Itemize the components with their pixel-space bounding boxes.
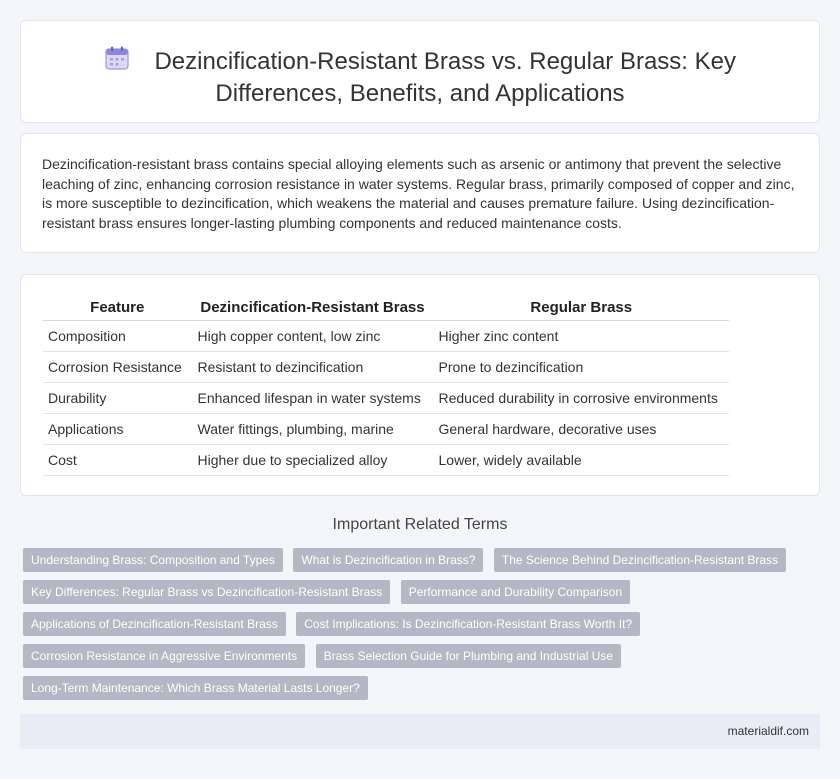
table-cell: Higher zinc content — [433, 320, 729, 351]
calendar-icon — [104, 45, 130, 71]
table-cell: Lower, widely available — [433, 444, 729, 475]
table-header-row — [43, 297, 729, 320]
title-wrap — [41, 45, 799, 110]
tag-row — [23, 548, 803, 580]
table-row — [43, 351, 729, 382]
table-cell: Higher due to specialized alloy — [192, 444, 433, 475]
related-term-tag[interactable]: The Science Behind Dezincification-Resistant Brass — [494, 548, 786, 572]
related-term-tag[interactable]: Cost Implications: Is Dezincification-Resistant Brass Worth It? — [296, 612, 640, 636]
table-cell: Enhanced lifespan in water systems — [192, 382, 433, 413]
table-cell: Reduced durability in corrosive environments — [433, 382, 729, 413]
related-term-tag[interactable]: What is Dezincification in Brass? — [293, 548, 483, 572]
tag-row — [23, 612, 803, 644]
column-header-dezincification-resistant: Dezincification-Resistant Brass — [192, 297, 433, 320]
related-term-tag[interactable]: Key Differences: Regular Brass vs Dezincification-Resistant Brass — [23, 580, 390, 604]
footer-site-link[interactable]: materialdif.com — [727, 724, 809, 738]
table-cell: General hardware, decorative uses — [433, 413, 729, 444]
table-row — [43, 444, 729, 475]
column-header-regular: Regular Brass — [433, 297, 729, 320]
table-cell: Cost — [43, 444, 192, 475]
page-title: Dezincification-Resistant Brass vs. Regular Brass: Key Differences, Benefits, and Applications — [154, 48, 736, 107]
table-row — [43, 320, 729, 351]
table-cell: Applications — [43, 413, 192, 444]
comparison-card — [20, 274, 820, 496]
table-row — [43, 382, 729, 413]
comparison-table — [43, 297, 729, 476]
table-cell: Prone to dezincification — [433, 351, 729, 382]
related-term-tag[interactable]: Corrosion Resistance in Aggressive Environments — [23, 644, 305, 668]
tag-row — [23, 580, 803, 612]
intro-card — [20, 133, 820, 253]
related-term-tag[interactable]: Brass Selection Guide for Plumbing and Industrial Use — [316, 644, 621, 668]
column-header-feature: Feature — [43, 297, 192, 320]
table-row — [43, 413, 729, 444]
tag-row — [23, 676, 803, 708]
header-card — [20, 20, 820, 123]
intro-paragraph: Dezincification-resistant brass contains special alloying elements such as arsenic or antimony that prevent the selective leaching of zinc, enhancing corrosion resistance in water systems. Regular brass, primarily composed of copper and zinc, is more susceptible to dezincification, which weakens the material and causes premature failure. Using dezincification-resistant brass ensures longer-lasting plumbing components and reduced maintenance costs. — [42, 156, 795, 231]
related-terms-title: Important Related Terms — [332, 516, 508, 533]
tag-row — [23, 644, 803, 676]
table-cell: Composition — [43, 320, 192, 351]
footer — [20, 714, 820, 749]
related-term-tag[interactable]: Applications of Dezincification-Resistant Brass — [23, 612, 286, 636]
table-cell: Water fittings, plumbing, marine — [192, 413, 433, 444]
table-cell: Durability — [43, 382, 192, 413]
table-cell: Resistant to dezincification — [192, 351, 433, 382]
related-terms-tags — [23, 548, 803, 708]
related-term-tag[interactable]: Understanding Brass: Composition and Types — [23, 548, 283, 572]
table-cell: Corrosion Resistance — [43, 351, 192, 382]
table-cell: High copper content, low zinc — [192, 320, 433, 351]
related-term-tag[interactable]: Performance and Durability Comparison — [401, 580, 630, 604]
related-term-tag[interactable]: Long-Term Maintenance: Which Brass Material Lasts Longer? — [23, 676, 368, 700]
